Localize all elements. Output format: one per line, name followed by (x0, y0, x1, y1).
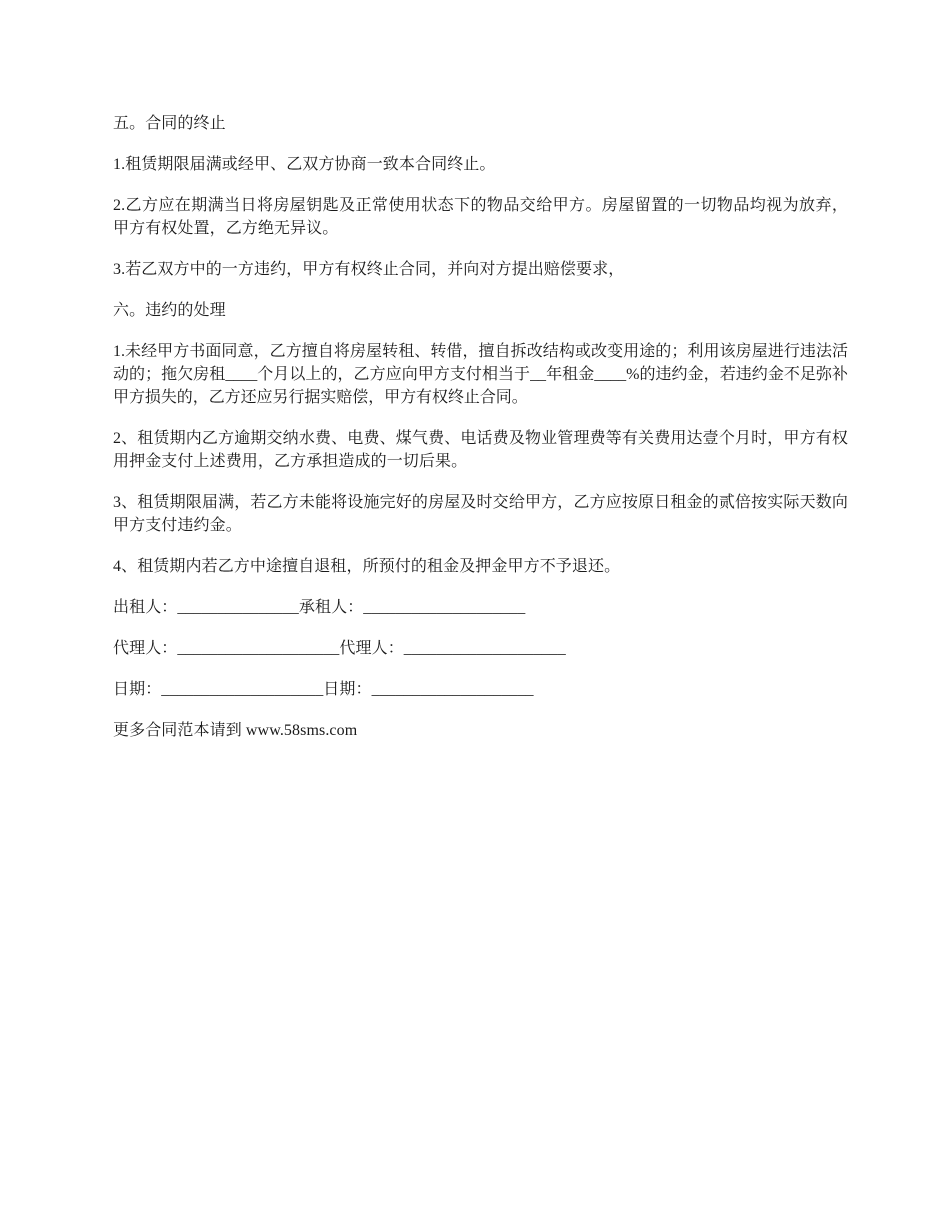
signature-line-agents: 代理人：____________________代理人：____________________ (113, 640, 566, 657)
section-heading-breach: 六。违约的处理 (113, 302, 226, 319)
footer-more-templates: 更多合同范本请到 www.58sms.com (113, 722, 358, 739)
signature-line-parties: 出租人：_______________承租人：____________________ (113, 599, 526, 616)
clause-6-1: 1.未经甲方书面同意，乙方擅自将房屋转租、转借，擅自拆改结构或改变用途的；利用该房屋进行违法活动的；拖欠房租____个月以上的，乙方应向甲方支付相当于__年租金____%的违约金，若违约金不足弥补甲方损失的，乙方还应另行据实赔偿，甲方有权终止合同。 (113, 343, 848, 406)
clause-5-3: 3.若乙双方中的一方违约，甲方有权终止合同，并向对方提出赔偿要求， (113, 261, 625, 278)
clause-6-2: 2、租赁期内乙方逾期交纳水费、电费、煤气费、电话费及物业管理费等有关费用达壹个月时，甲方有权用押金支付上述费用，乙方承担造成的一切后果。 (113, 430, 848, 470)
section-heading-termination: 五。合同的终止 (113, 115, 226, 132)
clause-5-2: 2.乙方应在期满当日将房屋钥匙及正常使用状态下的物品交给甲方。房屋留置的一切物品均视为放弃，甲方有权处置，乙方绝无异议。 (113, 197, 848, 237)
clause-6-3: 3、租赁期限届满，若乙方未能将设施完好的房屋及时交给甲方，乙方应按原日租金的贰倍按实际天数向甲方支付违约金。 (113, 494, 848, 534)
signature-line-dates: 日期：____________________日期：____________________ (113, 681, 534, 698)
document-page (113, 112, 848, 760)
clause-6-4: 4、租赁期内若乙方中途擅自退租，所预付的租金及押金甲方不予退还。 (113, 558, 621, 575)
clause-5-1: 1.租赁期限届满或经甲、乙双方协商一致本合同终止。 (113, 156, 496, 173)
